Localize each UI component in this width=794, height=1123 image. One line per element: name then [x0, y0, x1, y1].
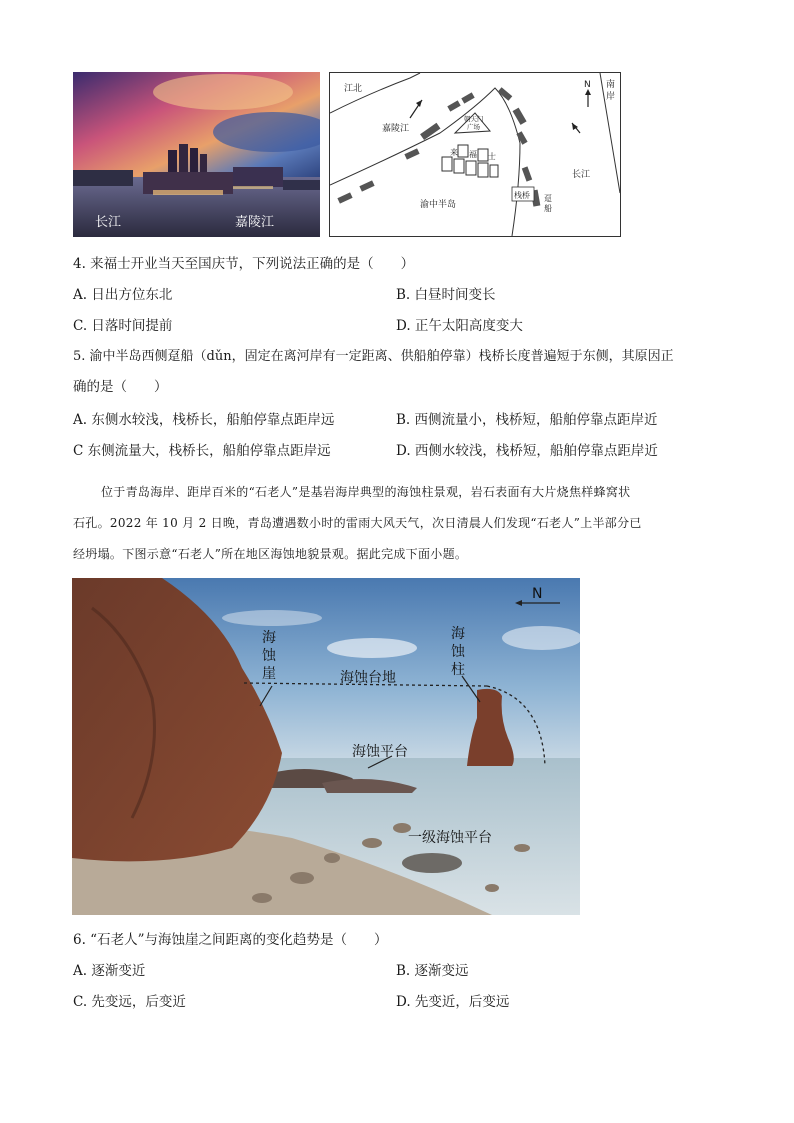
laifushi-label-3: 士: [488, 152, 496, 161]
q6-option-b: B. 逐渐变远: [396, 963, 469, 979]
yuzhong-sketch-map: [329, 72, 621, 237]
q4-option-b: B. 白昼时间变长: [396, 287, 496, 303]
chaotianmen-label-2: 广场: [467, 123, 480, 131]
q5-option-a: A. 东侧水较浅，栈桥长，船舶停靠点距岸远: [73, 412, 335, 428]
q6-stem: 6. “石老人”与海蚀崖之间距离的变化趋势是（ ）: [73, 932, 388, 948]
stack-label-2: 蚀: [451, 644, 465, 660]
jialingjiang-photo-label: 嘉陵江: [235, 215, 275, 230]
q5-stem-line2: 确的是（ ）: [73, 379, 168, 395]
cliff-label-2: 蚀: [262, 648, 276, 664]
q4-stem: 4. 来福士开业当天至国庆节，下列说法正确的是（ ）: [73, 256, 415, 272]
changjiang-map-label: 长江: [572, 170, 591, 180]
nanan-label-2: 岸: [606, 92, 616, 102]
yuzhong-label: 渝中半岛: [420, 200, 457, 210]
sea-erosion-photo: [72, 578, 580, 915]
q4-option-d: D. 正午太阳高度变大: [396, 318, 523, 334]
passage-line2: 石孔。2022 年 10 月 2 日晚，青岛遭遇数小时的雷雨大风天气，次日清晨人们发现“石老人”上半部分已: [73, 516, 642, 530]
q5-option-b: B. 西侧流量小，栈桥短，船舶停靠点距岸近: [396, 412, 658, 428]
dunchuan-label-1: 趸: [544, 194, 552, 203]
jialingjiang-map-label: 嘉陵江: [382, 124, 410, 134]
q6-option-d: D. 先变近，后变远: [396, 994, 510, 1010]
cliff-label-3: 崖: [262, 666, 276, 682]
laifushi-label-2: 福: [469, 150, 477, 159]
passage-line1: 位于青岛海岸、距岸百米的“石老人”是基岩海岸典型的海蚀柱景观，岩石表面有大片烧焦样蜂窝状: [101, 485, 631, 499]
jialing-arrowhead: [416, 100, 422, 107]
sketch-map-graphic: [330, 73, 620, 236]
terrace-label: 海蚀台地: [340, 670, 396, 686]
platform-label: 海蚀平台: [352, 744, 408, 760]
nanan-label-1: 南: [606, 80, 616, 90]
nanan-bank-line: [600, 73, 620, 193]
laifushi-label-1: 来: [450, 148, 458, 157]
stack-label-3: 柱: [451, 662, 465, 678]
q4-option-a: A. 日出方位东北: [73, 287, 173, 303]
sea-erosion-graphic: [72, 578, 580, 915]
chongqing-photo-graphic: [73, 72, 320, 237]
changjiang-photo-label: 长江: [95, 215, 122, 230]
passage-line3: 经坍塌。下图示意“石老人”所在地区海蚀地貌景观。据此完成下面小题。: [73, 547, 468, 561]
q5-stem-line1: 5. 渝中半岛西侧趸船（dǔn，固定在离河岸有一定距离、供船舶停靠）栈桥长度普遍短于东侧，其原因正: [73, 349, 674, 364]
yuzhong-bank-line: [330, 88, 520, 236]
zhanqiao-label: 栈桥: [514, 191, 530, 200]
cliff-label-1: 海: [262, 630, 276, 646]
q4-option-c: C. 日落时间提前: [73, 318, 173, 334]
stack-label-1: 海: [451, 626, 465, 642]
q5-option-d: D. 西侧水较浅，栈桥短，船舶停靠点距岸近: [396, 443, 658, 459]
platform1-label: 一级海蚀平台: [408, 830, 492, 846]
q6-option-c: C. 先变远，后变近: [73, 994, 186, 1010]
dunchuan-docks: [337, 87, 540, 206]
jiangbei-label: 江北: [344, 84, 363, 94]
q6-option-a: A. 逐渐变近: [73, 963, 146, 979]
dunchuan-label-2: 船: [544, 204, 552, 213]
chongqing-city-photo: [73, 72, 320, 237]
figure2-north-label: N: [532, 586, 543, 602]
q5-option-c: C 东侧流量大，栈桥长，船舶停靠点距岸远: [73, 443, 331, 459]
north-label: N: [584, 80, 591, 90]
chaotianmen-label-1: 朝天门: [464, 115, 484, 123]
